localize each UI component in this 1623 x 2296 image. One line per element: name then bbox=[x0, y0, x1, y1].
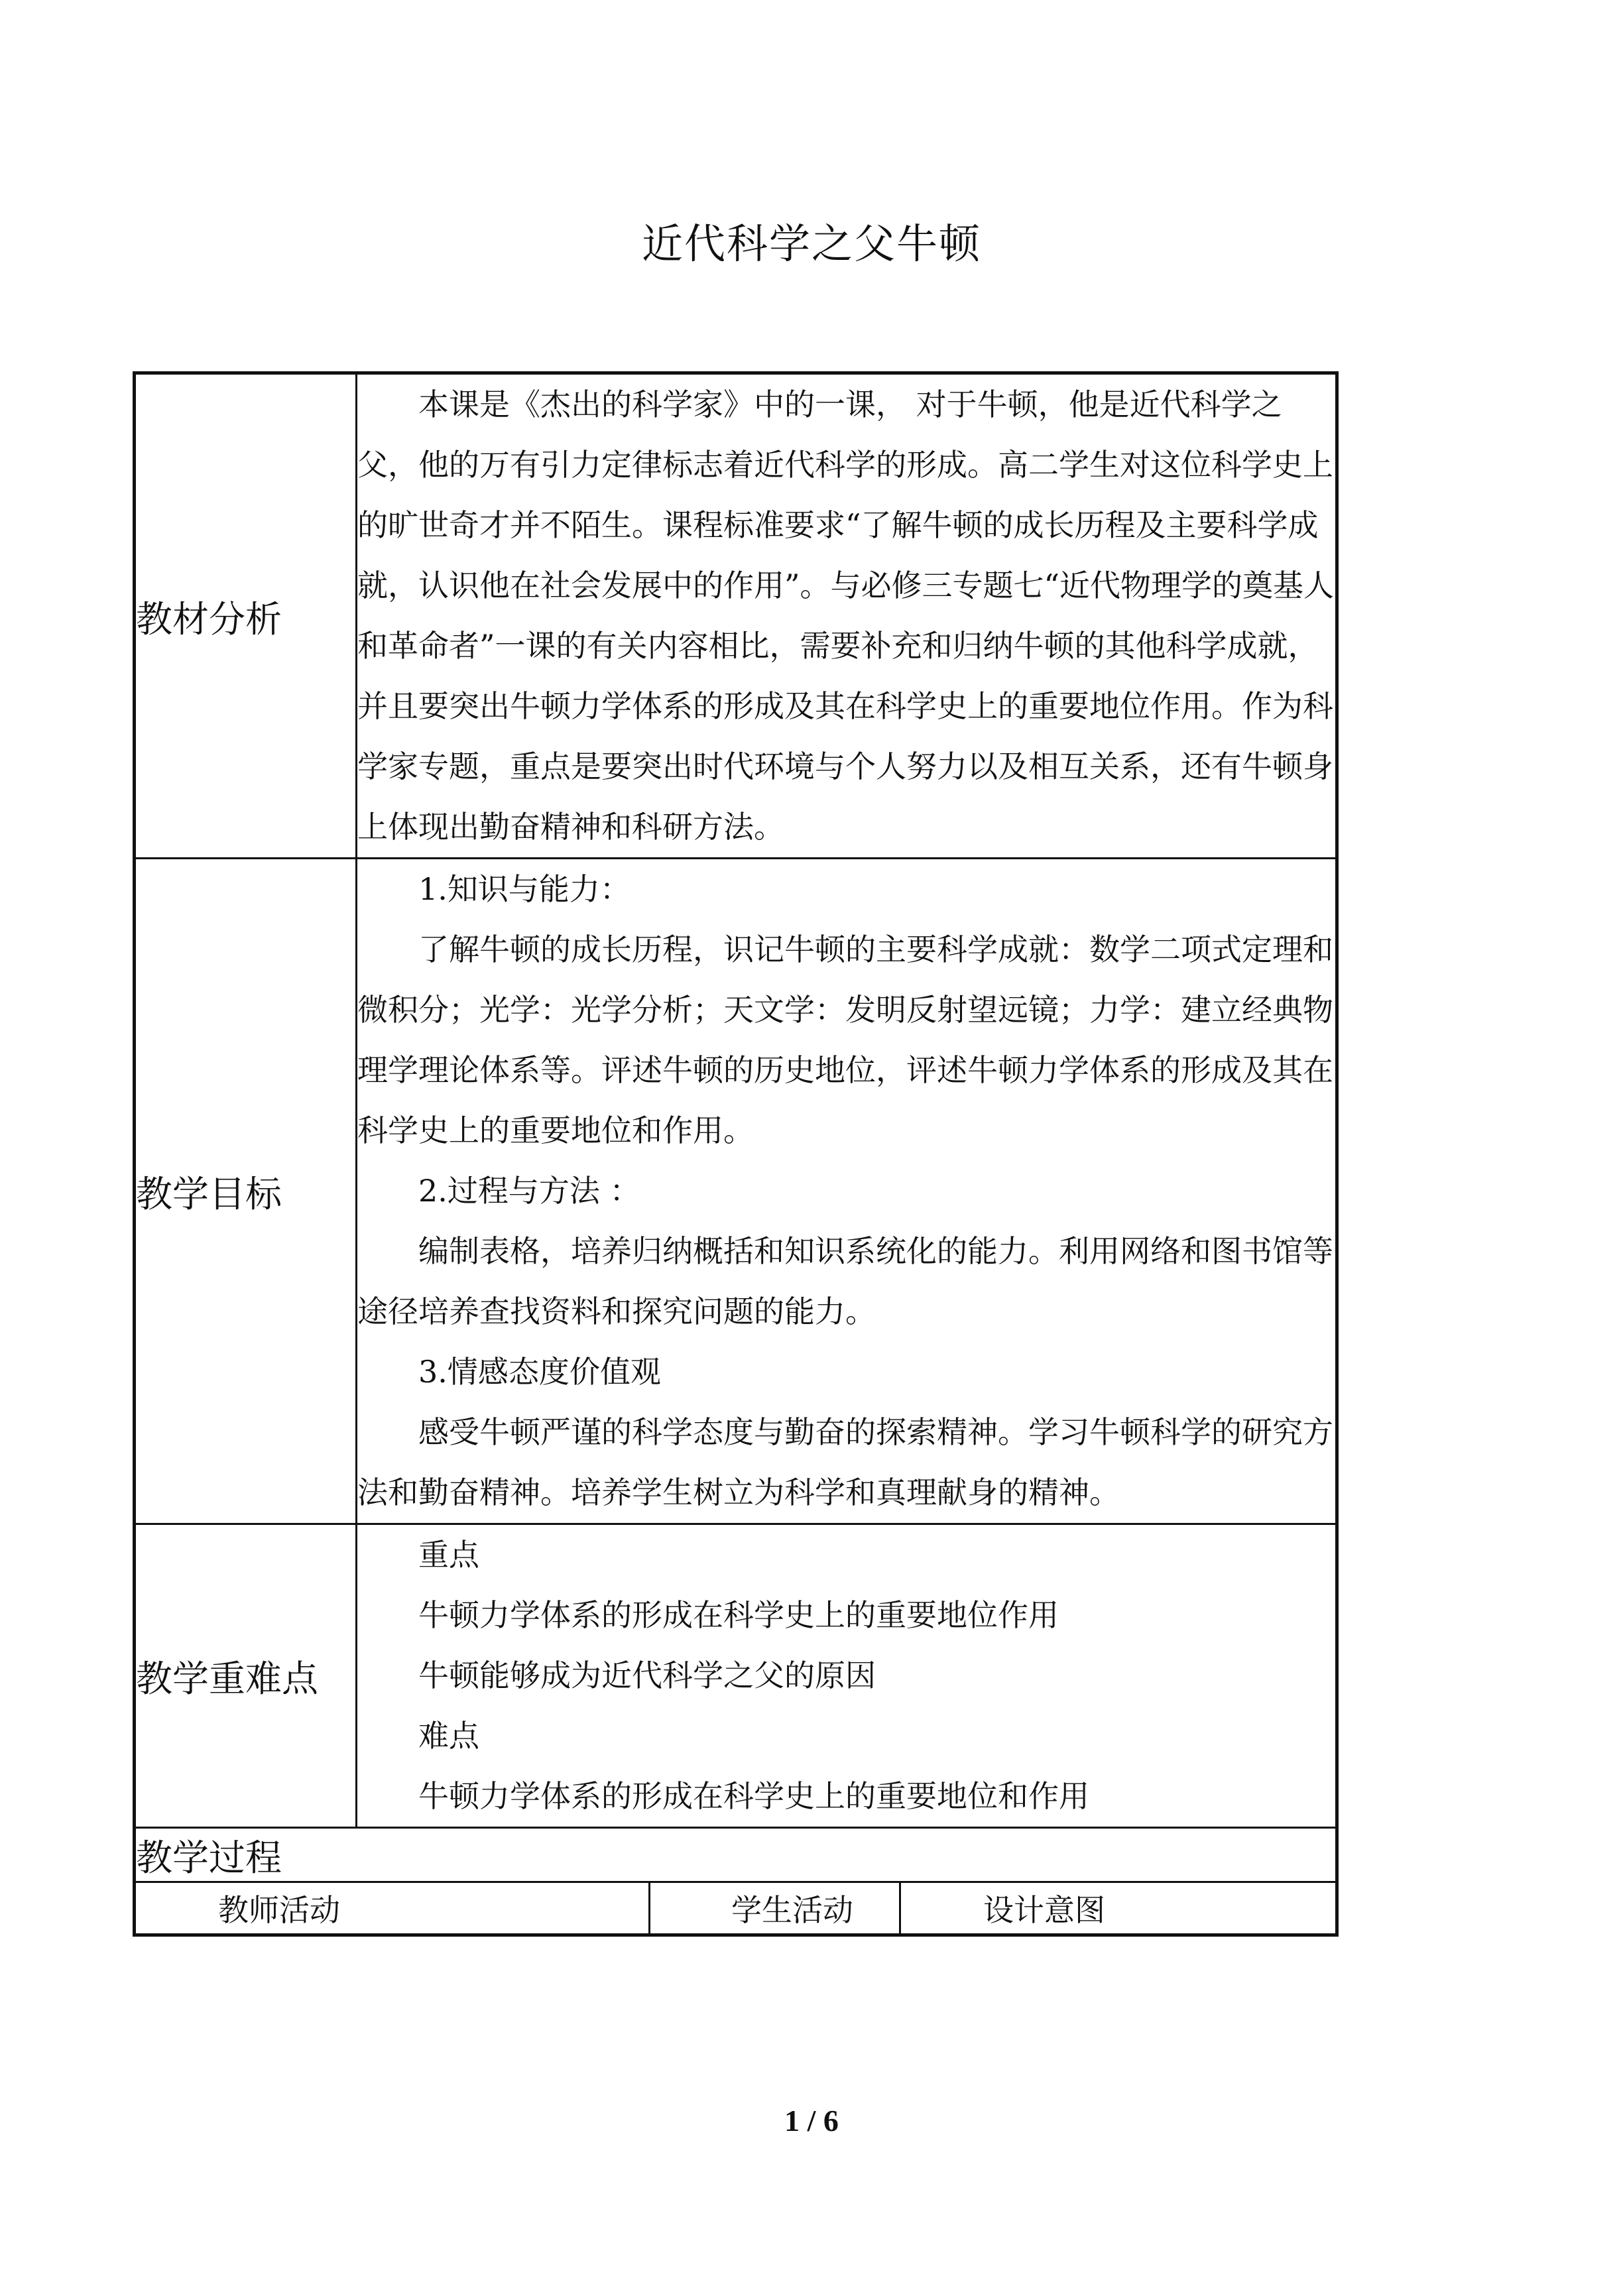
goals-text-3: 感受牛顿严谨的科学态度与勤奋的探索精神。学习牛顿科学的研究方法和勤奋精神。培养学生树立为科学和真理献身的精神。 bbox=[357, 1414, 1333, 1510]
goals-text-2: 编制表格，培养归纳概括和知识系统化的能力。利用网络和图书馆等途径培养查找资料和探究问题的能力。 bbox=[357, 1233, 1333, 1329]
analysis-content bbox=[357, 373, 1337, 859]
key-point-1: 牛顿力学体系的形成在科学史上的重要地位作用 bbox=[418, 1597, 1059, 1633]
analysis-label: 教材分析 bbox=[135, 373, 357, 859]
analysis-row bbox=[135, 373, 1337, 859]
teacher-activity-label: 教师活动 bbox=[218, 1892, 340, 1928]
analysis-text: 本课是《杰出的科学家》中的一课， 对于牛顿，他是近代科学之父，他的万有引力定律标志着近代科学的形成。高二学生对这位科学史上的旷世奇才并不陌生。课程标准要求“了解牛顿的成长历程及主要科学成就，认识他在社会发展中的作用”。与必修三专题七“近代物理学的奠基人和革命者”一课的有关内容相比，需要补充和归纳牛顿的其他科学成就，并且要突出牛顿力学体系的形成及其在科学史上的重要地位作用。作为科学家专题，重点是要突出时代环境与个人努力以及相互关系，还有牛顿身上体现出勤奋精神和科研方法。 bbox=[357, 387, 1335, 845]
goals-text-1: 了解牛顿的成长历程，识记牛顿的主要科学成就：数学二项式定理和微积分；光学：光学分析；天文学：发明反射望远镜；力学：建立经典物理学理论体系等。评述牛顿的历史地位，评述牛顿力学体系的形成及其在科学史上的重要地位和作用。 bbox=[357, 932, 1333, 1148]
page-number: 1 / 6 bbox=[784, 2104, 839, 2138]
goals-row bbox=[135, 859, 1337, 1524]
keypoints-label: 教学重难点 bbox=[135, 1524, 357, 1828]
keypoints-content bbox=[357, 1524, 1337, 1828]
design-intent-label: 设计意图 bbox=[983, 1892, 1105, 1928]
process-label: 教学过程 bbox=[135, 1828, 1337, 1882]
document-title: 近代科学之父牛顿 bbox=[641, 219, 981, 268]
teacher-activity-header bbox=[135, 1882, 650, 1935]
goals-heading-1: 1.知识与能力： bbox=[418, 871, 631, 907]
student-activity-header bbox=[650, 1882, 900, 1935]
process-row bbox=[135, 1828, 1337, 1882]
student-activity-label: 学生活动 bbox=[731, 1892, 853, 1928]
goals-label: 教学目标 bbox=[135, 859, 357, 1524]
design-intent-header bbox=[900, 1882, 1337, 1935]
difficulty-point-1: 牛顿力学体系的形成在科学史上的重要地位和作用 bbox=[418, 1778, 1089, 1814]
goals-heading-3: 3.情感态度价值观 bbox=[418, 1354, 661, 1390]
goals-heading-2: 2.过程与方法 ： bbox=[418, 1173, 640, 1209]
goals-content bbox=[357, 859, 1337, 1524]
lesson-plan-table bbox=[133, 371, 1339, 1937]
key-point-2: 牛顿能够成为近代科学之父的原因 bbox=[418, 1658, 876, 1693]
activity-header-row bbox=[135, 1882, 1337, 1935]
key-title: 重点 bbox=[418, 1537, 479, 1573]
difficulty-title: 难点 bbox=[418, 1718, 479, 1754]
keypoints-row bbox=[135, 1524, 1337, 1828]
